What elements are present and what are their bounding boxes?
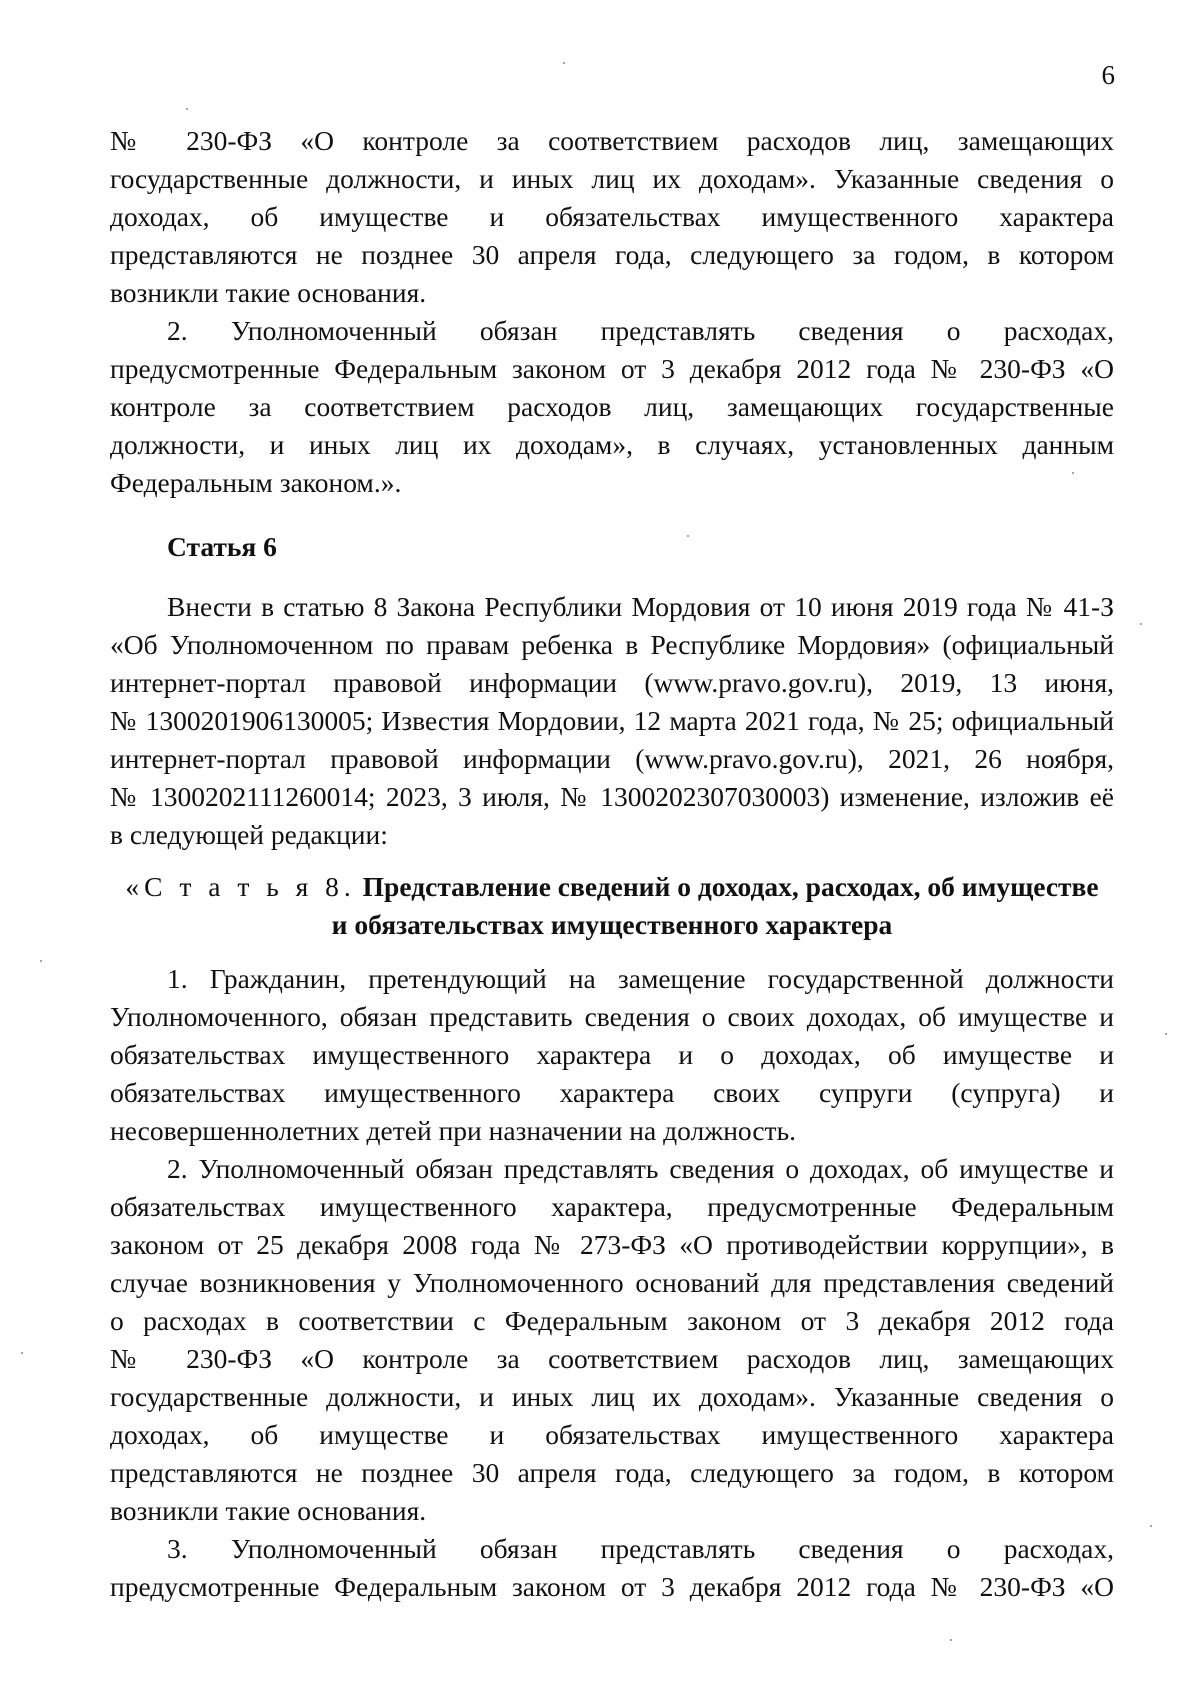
text-line: № 230-ФЗ «О контроле за соответствием расходов лиц, замещающих <box>110 1343 1114 1374</box>
text-line: государственные должности, и иных лиц их доходам». Указанные сведения о <box>110 1381 1114 1412</box>
scan-speck <box>563 62 565 64</box>
scan-speck <box>21 1352 23 1354</box>
text-line: № 1300201906130005; Известия Мордовии, 12 марта 2021 года, № 25; официальный <box>110 705 1114 736</box>
text-line: возникли такие основания. <box>110 277 427 308</box>
article-8-title <box>110 868 1114 944</box>
page-number: 6 <box>1101 60 1115 90</box>
article-8-paragraph-3 <box>110 1530 1114 1606</box>
text-line: случае возникновения у Уполномоченного оснований для представления сведений <box>110 1267 1114 1298</box>
scan-speck <box>950 1639 952 1641</box>
text-line: Уполномоченного, обязан представить сведения о своих доходах, об имуществе и <box>110 1001 1114 1032</box>
article-8-paragraph-1 <box>110 960 1114 1150</box>
article-8-title-text-2: и обязательствах имущественного характера <box>331 909 893 940</box>
text-line: предусмотренные Федеральным законом от 3 декабря 2012 года № 230-ФЗ «О <box>110 1571 1114 1602</box>
scan-speck <box>1072 472 1074 474</box>
text-line: возникли такие основания. <box>110 1495 427 1526</box>
document-body <box>110 122 1114 1606</box>
text-line: 2. Уполномоченный обязан представлять сведения о доходах, об имуществе и <box>167 1153 1114 1184</box>
scan-speck <box>1150 1525 1152 1527</box>
text-line: несовершеннолетних детей при назначении на должность. <box>110 1115 796 1146</box>
text-line: предусмотренные Федеральным законом от 3 декабря 2012 года № 230-ФЗ «О <box>110 353 1114 384</box>
text-line: № 230-ФЗ «О контроле за соответствием расходов лиц, замещающих <box>110 125 1114 156</box>
article-8-title-text-1: Представление сведений о доходах, расходах, об имуществе <box>362 871 1099 902</box>
scan-speck <box>40 960 42 962</box>
text-line: интернет-портал правовой информации (www.pravo.gov.ru), 2021, 26 ноября, <box>110 743 1114 774</box>
text-line: Внести в статью 8 Закона Республики Мордовия от 10 июня 2019 года № 41-З <box>167 591 1114 622</box>
text-line: «Об Уполномоченном по правам ребенка в Республике Мордовия» (официальный <box>110 629 1114 660</box>
text-line: в следующей редакции: <box>110 819 388 850</box>
article-6-heading: Статья 6 <box>167 531 277 562</box>
article-8-paragraph-2 <box>110 1150 1114 1530</box>
text-line: обязательствах имущественного характера и о доходах, об имуществе и <box>110 1039 1114 1070</box>
article-8-title-line-1 <box>110 868 1114 906</box>
text-line: № 1300202111260014; 2023, 3 июля, № 1300202307030003) изменение, изложив её <box>110 781 1114 812</box>
text-line: государственные должности, и иных лиц их доходам». Указанные сведения о <box>110 163 1114 194</box>
text-line: Федеральным законом.». <box>110 467 402 498</box>
text-line: обязательствах имущественного характера, предусмотренные Федеральным <box>110 1191 1114 1222</box>
text-line: интернет-портал правовой информации (www.pravo.gov.ru), 2019, 13 июня, <box>110 667 1114 698</box>
text-line: контроле за соответствием расходов лиц, замещающих государственные <box>110 391 1114 422</box>
continuation-paragraph <box>110 122 1114 312</box>
scan-speck <box>186 108 188 110</box>
text-line: доходах, об имуществе и обязательствах имущественного характера <box>110 1419 1114 1450</box>
text-line: 1. Гражданин, претендующий на замещение государственной должности <box>167 963 1114 994</box>
text-line: 2. Уполномоченный обязан представлять сведения о расходах, <box>167 315 1114 346</box>
scan-speck <box>1165 1033 1167 1035</box>
text-line: 3. Уполномоченный обязан представлять сведения о расходах, <box>167 1533 1114 1564</box>
scan-speck <box>1140 623 1142 625</box>
text-line: доходах, об имуществе и обязательствах имущественного характера <box>110 201 1114 232</box>
article-8-label: «С т а т ь я 8. <box>125 871 356 902</box>
paragraph-2-prev-article <box>110 312 1114 502</box>
text-line: о расходах в соответствии с Федеральным законом от 3 декабря 2012 года <box>110 1305 1114 1336</box>
text-line: законом от 25 декабря 2008 года № 273-ФЗ «О противодействии коррупции», в <box>110 1229 1114 1260</box>
text-line: обязательствах имущественного характера своих супруги (супруга) и <box>110 1077 1114 1108</box>
text-line: представляются не позднее 30 апреля года, следующего за годом, в котором <box>110 1457 1114 1488</box>
text-line: представляются не позднее 30 апреля года, следующего за годом, в котором <box>110 239 1114 270</box>
scan-speck <box>687 535 689 537</box>
text-line: должности, и иных лиц их доходам», в случаях, установленных данным <box>110 429 1114 460</box>
article-6-intro <box>110 588 1114 854</box>
